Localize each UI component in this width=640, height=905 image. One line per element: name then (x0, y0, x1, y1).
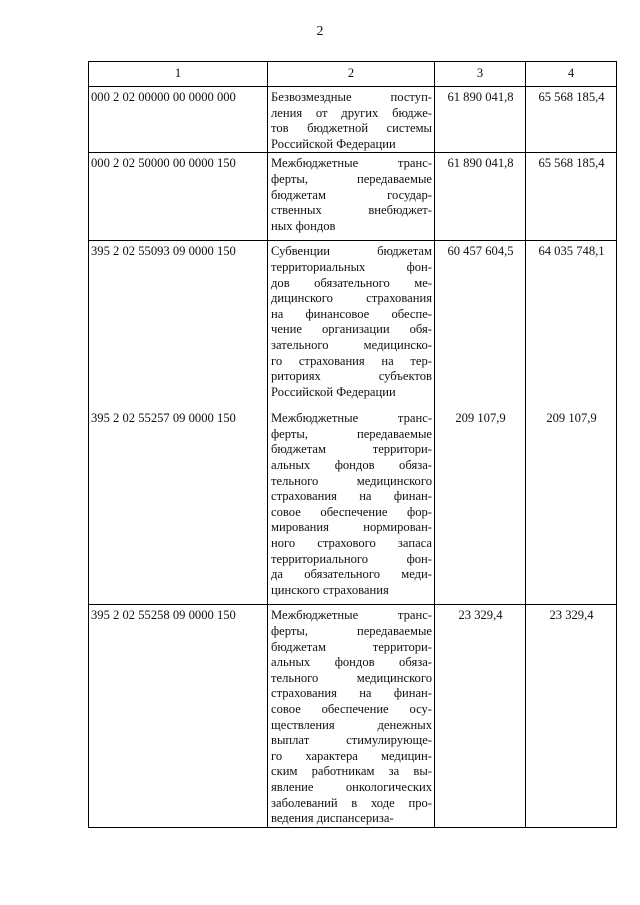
table-row (89, 87, 617, 153)
description-line: на финансовое обеспе- (271, 306, 432, 321)
description-line: ного страхового запаса (271, 536, 432, 551)
amount-col4-cell: 209 107,9 (526, 408, 617, 605)
column-header: 1 (89, 62, 268, 87)
description-line: ственных внебюджет- (271, 203, 432, 218)
description-line: ским работникам за вы- (271, 764, 432, 779)
budget-table (88, 61, 617, 828)
amount-col4-cell: 65 568 185,4 (526, 153, 617, 241)
description-line: ферты, передаваемые (271, 171, 432, 186)
description-cell (268, 87, 435, 153)
description-line: бюджетам территори- (271, 639, 432, 654)
page-number: 2 (316, 24, 324, 39)
table-row (89, 153, 617, 241)
description-line: ведения диспансериза- (271, 811, 394, 826)
description-line: дов обязательного ме- (271, 275, 432, 290)
description-line: бюджетам государ- (271, 187, 432, 202)
description-line: Российской Федерации (271, 136, 396, 151)
table-row (89, 605, 617, 827)
description-line: да обязательного меди- (271, 567, 432, 582)
amount-col3-cell: 61 890 041,8 (435, 153, 526, 241)
description-line: ществления денежных (271, 717, 432, 732)
budget-code-cell: 395 2 02 55093 09 0000 150 (89, 241, 268, 408)
description-line: страхования на финан- (271, 686, 432, 701)
amount-col4-cell: 64 035 748,1 (526, 241, 617, 408)
amount-col3-cell: 23 329,4 (435, 605, 526, 827)
budget-code-cell: 395 2 02 55257 09 0000 150 (89, 408, 268, 605)
budget-code-cell: 000 2 02 50000 00 0000 150 (89, 153, 268, 241)
description-cell (268, 153, 435, 241)
description-line: явление онкологических (271, 779, 432, 794)
description-line: риториях субъектов (271, 369, 432, 384)
description-line: страхования на финан- (271, 489, 432, 504)
description-line: бюджетам территори- (271, 442, 432, 457)
description-line: ферты, передаваемые (271, 426, 432, 441)
description-line: совое обеспечение фор- (271, 504, 432, 519)
description-line: го характера медицин- (271, 748, 432, 763)
description-line: совое обеспечение осу- (271, 701, 432, 716)
amount-col3-cell: 61 890 041,8 (435, 87, 526, 153)
description-line: го страхования на тер- (271, 353, 432, 368)
description-line: ления от других бюдже- (271, 105, 432, 120)
amount-col3-cell: 209 107,9 (435, 408, 526, 605)
description-line: Субвенции бюджетам (271, 244, 432, 259)
description-line: чение организации обя- (271, 322, 432, 337)
budget-code-cell: 000 2 02 00000 00 0000 000 (89, 87, 268, 153)
description-line: выплат стимулирующе- (271, 733, 432, 748)
description-line: территориальных фон- (271, 259, 432, 274)
amount-col4-cell: 23 329,4 (526, 605, 617, 827)
description-line: дицинского страхования (271, 291, 432, 306)
description-line: территориального фон- (271, 551, 432, 566)
table-header-row (89, 62, 617, 87)
description-line: заболеваний в ходе про- (271, 795, 432, 810)
description-line: альных фондов обяза- (271, 458, 432, 473)
description-line: зательного медицинско- (271, 337, 432, 352)
description-line: ных фондов (271, 218, 336, 233)
column-header: 4 (526, 62, 617, 87)
description-line: Межбюджетные транс- (271, 608, 432, 623)
description-line: альных фондов обяза- (271, 655, 432, 670)
description-line: ферты, передаваемые (271, 624, 432, 638)
table-row (89, 408, 617, 605)
description-line: мирования нормирован- (271, 520, 432, 535)
table-row (89, 241, 617, 408)
amount-col3-cell: 60 457 604,5 (435, 241, 526, 408)
amount-col4-cell: 65 568 185,4 (526, 87, 617, 153)
column-header: 3 (435, 62, 526, 87)
description-line: Межбюджетные транс- (271, 411, 432, 426)
description-cell (268, 605, 435, 827)
description-line: Безвозмездные поступ- (271, 90, 432, 104)
description-line: тельного медицинского (271, 473, 432, 488)
description-line: тельного медицинского (271, 670, 432, 685)
description-cell (268, 241, 435, 408)
description-line: Межбюджетные транс- (271, 156, 432, 171)
description-cell (268, 408, 435, 605)
description-line: тов бюджетной системы (271, 121, 432, 136)
description-line: Российской Федерации (271, 384, 396, 399)
column-header: 2 (268, 62, 435, 87)
description-line: цинского страхования (271, 582, 389, 597)
budget-code-cell: 395 2 02 55258 09 0000 150 (89, 605, 268, 827)
